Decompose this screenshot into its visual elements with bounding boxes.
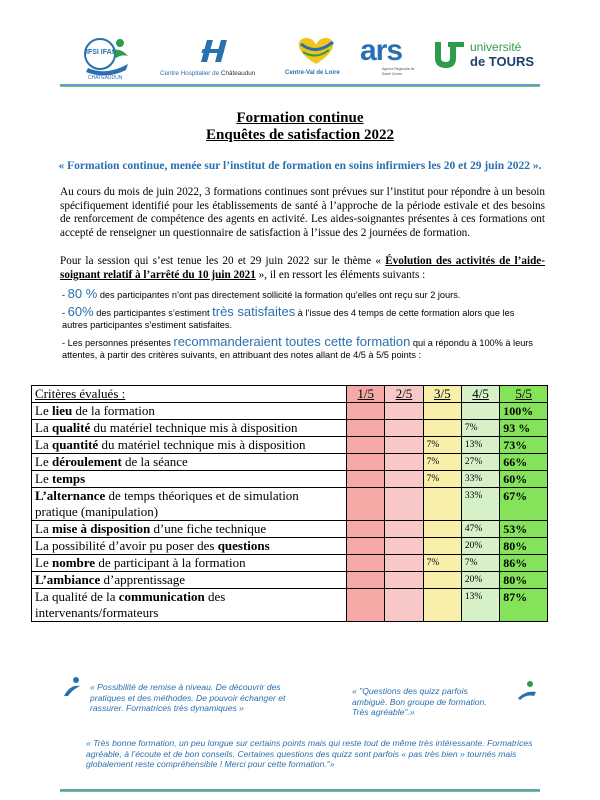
criteria-cell: L’alternance de temps théoriques et de simulation pratique (manipulation) xyxy=(32,488,347,521)
score-3-cell: 7% xyxy=(423,471,461,488)
score-2-cell xyxy=(385,420,423,437)
table-row xyxy=(32,437,548,454)
score-1-cell xyxy=(347,555,385,572)
score-4-cell: 33% xyxy=(461,471,499,488)
score-5-cell: 53% xyxy=(500,521,548,538)
score-3-cell xyxy=(423,420,461,437)
score-5-cell: 60% xyxy=(500,471,548,488)
region-heart-icon xyxy=(291,34,341,68)
university-u-icon xyxy=(432,40,466,70)
criteria-cell: La mise à disposition d’une fiche technique xyxy=(32,521,347,538)
score-4-cell: 7% xyxy=(461,555,499,572)
score-5-cell: 80% xyxy=(500,538,548,555)
score-2-cell xyxy=(385,521,423,538)
score-3-cell xyxy=(423,403,461,420)
university-label-2: de TOURS xyxy=(470,54,535,69)
score-5-cell: 67% xyxy=(500,488,548,521)
criteria-cell: Le déroulement de la séance xyxy=(32,454,347,471)
criteria-table xyxy=(31,385,548,622)
score-1-cell xyxy=(347,521,385,538)
score-3-cell xyxy=(423,572,461,589)
score-2-cell xyxy=(385,572,423,589)
score-5-cell: 86% xyxy=(500,555,548,572)
header-5-5: 5/5 xyxy=(500,386,548,403)
ifsi-small-icon xyxy=(62,676,84,698)
score-2-cell xyxy=(385,454,423,471)
score-1-cell xyxy=(347,420,385,437)
hospital-logo xyxy=(160,34,270,82)
findings-list xyxy=(62,288,542,366)
region-label: Centre-Val de Loire xyxy=(285,70,340,76)
score-1-cell xyxy=(347,589,385,622)
quote-1: « Possibilité de remise à niveau. De découvrir des pratiques et des méthodes. De pouvoir échanger et rassurer. Formatrices très dynamiques » xyxy=(90,682,286,713)
ifsi-label: IFSI IFAS xyxy=(86,49,117,56)
score-2-cell xyxy=(385,403,423,420)
score-1-cell xyxy=(347,437,385,454)
criteria-cell: Le temps xyxy=(32,471,347,488)
score-3-cell xyxy=(423,488,461,521)
criteria-cell: Le nombre de participant à la formation xyxy=(32,555,347,572)
score-4-cell xyxy=(461,403,499,420)
university-label-1: université xyxy=(470,40,522,54)
score-3-cell: 7% xyxy=(423,437,461,454)
header-criteria: Critères évalués : xyxy=(32,386,347,403)
score-2-cell xyxy=(385,538,423,555)
ars-logo xyxy=(360,34,420,82)
criteria-cell: La qualité de la communication des intervenants/formateurs xyxy=(32,589,347,622)
score-5-cell: 100% xyxy=(500,403,548,420)
score-4-cell: 47% xyxy=(461,521,499,538)
table-row xyxy=(32,471,548,488)
score-5-cell: 66% xyxy=(500,454,548,471)
header-3-5: 3/5 xyxy=(423,386,461,403)
score-3-cell xyxy=(423,521,461,538)
table-row xyxy=(32,538,548,555)
score-1-cell xyxy=(347,538,385,555)
quote-2: « "Questions des quizz parfois ambiguë. Bon groupe de formation. Très agréable".» xyxy=(352,686,487,717)
list-item: - 60% des participantes s’estiment très satisfaites à l’issue des 4 temps de cette formation alors que les autres participantes s’estiment satisfaites. xyxy=(62,304,515,330)
session-paragraph: Pour la session qui s’est tenue les 20 et 29 juin 2022 sur le thème « Évolution des activités de l’aide-soignant relatif à l’arrêté du 10 juin 2021 », il en ressort les éléments suivants : xyxy=(60,255,545,281)
hospital-h-icon xyxy=(200,36,240,66)
score-1-cell xyxy=(347,454,385,471)
score-1-cell xyxy=(347,471,385,488)
ifsi-sublabel: CHATEAUDUN xyxy=(88,75,123,81)
list-item: - Les personnes présentes recommanderaient toutes cette formation qui a répondu à 100% à leurs attentes, à partir des critères suivants, en attribuant des notes allant de 4/5 à 5/5 points : xyxy=(62,334,533,360)
table-row xyxy=(32,403,548,420)
table-row xyxy=(32,572,548,589)
score-5-cell: 87% xyxy=(500,589,548,622)
criteria-cell: La possibilité d’avoir pu poser des questions xyxy=(32,538,347,555)
score-2-cell xyxy=(385,589,423,622)
criteria-cell: La quantité du matériel technique mis à disposition xyxy=(32,437,347,454)
header-4-5: 4/5 xyxy=(461,386,499,403)
criteria-cell: La qualité du matériel technique mis à disposition xyxy=(32,420,347,437)
score-2-cell xyxy=(385,437,423,454)
score-4-cell: 27% xyxy=(461,454,499,471)
ars-label: ars xyxy=(360,34,403,67)
criteria-cell: L’ambiance d’apprentissage xyxy=(32,572,347,589)
score-1-cell xyxy=(347,572,385,589)
top-rule-green xyxy=(60,86,540,87)
score-5-cell: 80% xyxy=(500,572,548,589)
criteria-cell: Le lieu de la formation xyxy=(32,403,347,420)
ars-sublabel: Agence Régionale de Santé Centre xyxy=(382,67,415,76)
page-subtitle: Enquêtes de satisfaction 2022 xyxy=(206,127,394,143)
score-4-cell: 33% xyxy=(461,488,499,521)
page-title: Formation continue xyxy=(236,110,364,126)
score-2-cell xyxy=(385,471,423,488)
score-2-cell xyxy=(385,488,423,521)
session-theme: Évolution des activités de l’aide-soignant relatif à l’arrêté du 10 juin 2021 xyxy=(60,255,545,281)
table-row xyxy=(32,488,548,521)
score-4-cell: 7% xyxy=(461,420,499,437)
region-logo xyxy=(285,34,347,82)
score-4-cell: 13% xyxy=(461,437,499,454)
score-1-cell xyxy=(347,403,385,420)
score-2-cell xyxy=(385,555,423,572)
score-3-cell xyxy=(423,538,461,555)
table-row xyxy=(32,555,548,572)
ifsi-logo xyxy=(78,34,136,82)
score-1-cell xyxy=(347,488,385,521)
score-4-cell: 13% xyxy=(461,589,499,622)
hospital-label: Centre Hospitalier de Châteaudun xyxy=(160,70,256,77)
table-body xyxy=(32,403,548,622)
score-4-cell: 20% xyxy=(461,572,499,589)
logo-bar xyxy=(70,34,540,82)
quote-3: « Très bonne formation, un peu longue sur certains points mais qui reste tout de même très intéressante. Formatrices agréable, à l’écoute et de bon conseils. Certaines questions des quizz sont parfois « pas très bien » tournés mais globalement reste compréhensible ! Merci pour cette formation."» xyxy=(86,738,533,769)
score-3-cell: 7% xyxy=(423,454,461,471)
table-row xyxy=(32,521,548,538)
session-banner: « Formation continue, menée sur l’institut de formation en soins infirmiers les 20 et 29 juin 2022 ». xyxy=(58,160,542,172)
bottom-rule-green xyxy=(60,791,540,792)
header-1-5: 1/5 xyxy=(347,386,385,403)
intro-paragraph: Au cours du mois de juin 2022, 3 formations continues sont prévues sur l’institut pour répondre à un besoin spécifiquement identifié pour les établissements de santé à l’approche de la période estivale et des besoins de renforcement de compétence des agents en activité. Les aides-soignantes présentes à ces formations ont accepté de renseigner un questionnaire de satisfaction à l’issue des 2 journées de formation. xyxy=(60,186,545,239)
ifsi-small-icon-green xyxy=(516,680,538,702)
score-3-cell xyxy=(423,589,461,622)
table-header-row xyxy=(32,386,548,403)
score-3-cell: 7% xyxy=(423,555,461,572)
score-4-cell: 20% xyxy=(461,538,499,555)
table-row xyxy=(32,420,548,437)
table-row xyxy=(32,454,548,471)
list-item: - 80 % des participantes n’ont pas directement sollicité la formation qu’elles ont reçu sur 2 jours. xyxy=(62,286,461,301)
header-2-5: 2/5 xyxy=(385,386,423,403)
university-logo xyxy=(432,34,542,82)
table-row xyxy=(32,589,548,622)
score-5-cell: 93 % xyxy=(500,420,548,437)
score-5-cell: 73% xyxy=(500,437,548,454)
